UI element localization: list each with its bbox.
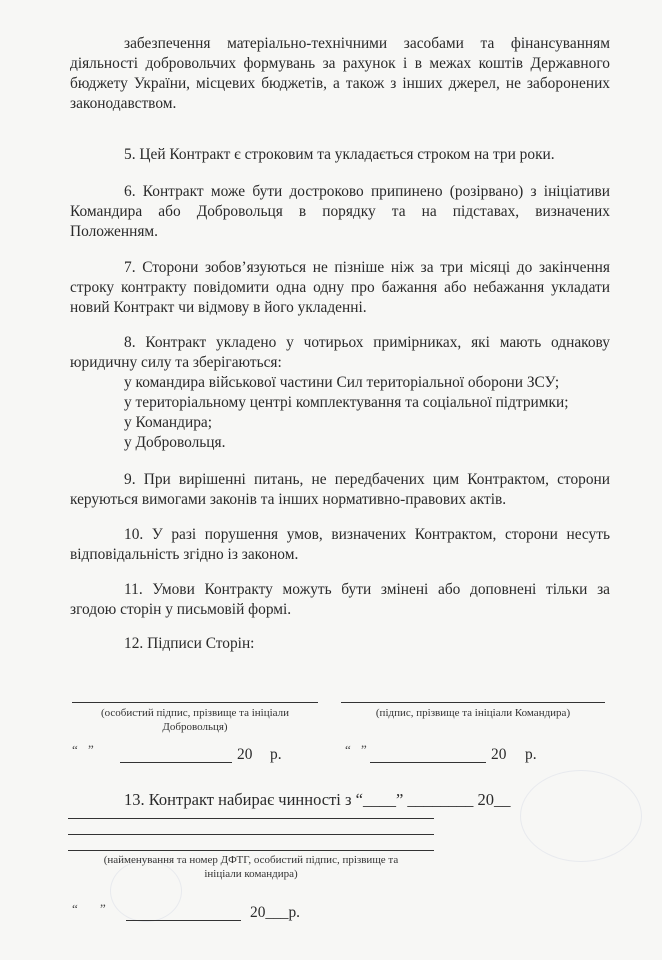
commander-signature-line[interactable]	[341, 702, 605, 703]
caption-line: (найменування та номер ДФТГ, особистий підпис, прізвище та	[103, 854, 399, 866]
list-item: у територіальному центрі комплектування та соціальної підтримки;	[124, 394, 569, 411]
close-quote: ”	[361, 742, 367, 757]
year-suffix: р.	[270, 746, 282, 763]
signatures-heading: 12. Підписи Сторін:	[124, 635, 255, 652]
volunteer-signature-line[interactable]	[72, 702, 318, 703]
caption-line: (особистий підпис, прізвище та ініціали	[100, 707, 290, 719]
year-suffix: р.	[525, 746, 537, 763]
clause-9	[70, 470, 610, 510]
dftg-caption	[68, 853, 434, 881]
commander-date-line[interactable]	[370, 762, 486, 763]
close-quote: ”	[100, 901, 106, 916]
list-item: у командира військової частини Сил територіальної оборони ЗСУ;	[124, 374, 560, 391]
text-line: юридичну силу та зберігаються:	[70, 354, 282, 371]
paragraph-continuation	[70, 34, 610, 114]
list-item: у Добровольця.	[124, 434, 226, 451]
clause-7	[70, 258, 610, 318]
caption-line: Добровольця)	[162, 721, 228, 733]
dftg-line-3[interactable]	[68, 850, 434, 851]
volunteer-signature-caption	[72, 706, 318, 734]
clause-11	[70, 580, 610, 620]
faint-stamp-mark	[520, 770, 642, 862]
clause-8	[70, 333, 610, 453]
year-prefix: 20	[237, 746, 253, 763]
text-line: Положенням.	[70, 223, 158, 240]
text-line: керуються вимогами законів та інших нормативно-правових актів.	[70, 491, 507, 508]
text-line: Командира або Добровольця в порядку та на підставах, визначених	[70, 203, 610, 220]
text-line: діяльності добровольчих формувань за рахунок і в межах коштів Державного	[70, 55, 610, 72]
clause-10	[70, 525, 610, 565]
text-line: строку контракту повідомити одна одну про бажання або небажання укладати	[70, 279, 610, 296]
text-line: 6. Контракт може бути достроково припинено (розірвано) з ініціативи	[124, 183, 610, 200]
volunteer-date-line[interactable]	[120, 762, 232, 763]
text-line: 5. Цей Контракт є строковим та укладається строком на три роки.	[124, 146, 555, 163]
text-line: законодавством.	[70, 95, 177, 112]
dftg-line-2[interactable]	[68, 834, 434, 835]
text-line: відповідальність згідно із законом.	[70, 546, 299, 563]
text-line: 10. У разі порушення умов, визначених Контрактом, сторони несуть	[124, 526, 610, 543]
text-line: бюджету України, місцевих бюджетів, а також з інших джерел, не заборонених	[70, 75, 610, 92]
clause-5	[70, 145, 610, 165]
caption-line: (підпис, прізвище та ініціали Командира)	[375, 707, 571, 719]
text-line: 8. Контракт укладено у чотирьох примірниках, які мають однакову	[124, 334, 610, 351]
open-quote: “	[72, 742, 78, 757]
commander-final-date-line[interactable]	[126, 920, 241, 921]
text-line: згодою сторін у письмовій формі.	[70, 601, 292, 618]
caption-line: ініціали командира)	[204, 868, 298, 880]
clause-12	[70, 634, 610, 654]
close-quote: ”	[88, 742, 94, 757]
text-line: 7. Сторони зобов’язуються не пізніше ніж за три місяці до закінчення	[124, 259, 610, 276]
text-line: забезпечення матеріально-технічними засобами та фінансуванням	[124, 35, 610, 52]
year-prefix: 20	[491, 746, 507, 763]
clause-13: 13. Контракт набирає чинності з “____” ________ 20__	[124, 790, 511, 809]
text-line: новий Контракт чи відмову в його укладенні.	[70, 299, 367, 316]
dftg-line-1[interactable]	[68, 818, 434, 819]
text-line: 11. Умови Контракту можуть бути змінені або доповнені тільки за	[124, 581, 610, 598]
list-item: у Командира;	[124, 414, 213, 431]
commander-signature-caption	[341, 706, 605, 720]
final-date-year: 20___р.	[250, 904, 301, 921]
open-quote: “	[345, 742, 351, 757]
clause-6	[70, 182, 610, 242]
text-line: 9. При вирішенні питань, не передбачених цим Контрактом, сторони	[124, 471, 610, 488]
open-quote: “	[72, 901, 78, 916]
